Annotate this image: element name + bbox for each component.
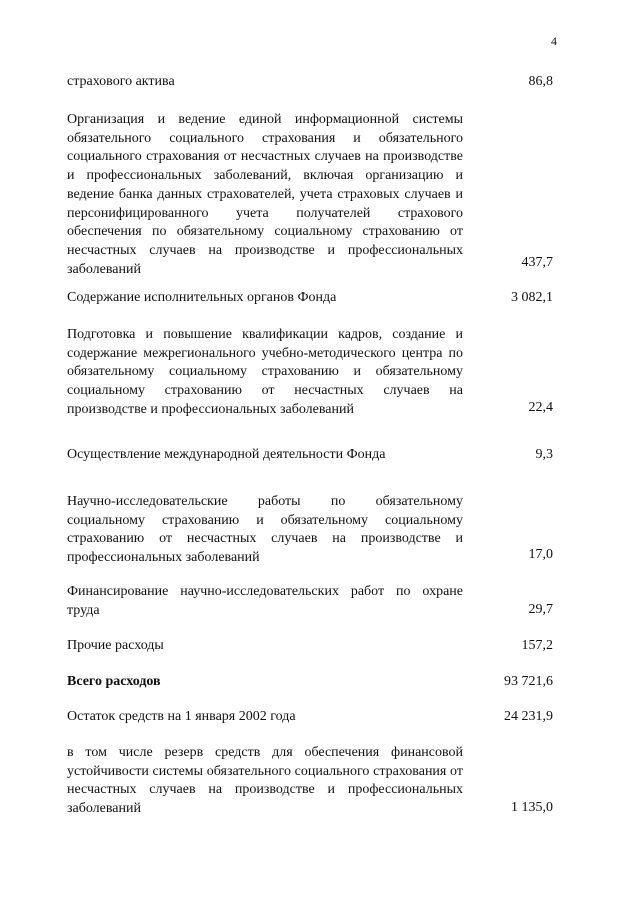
item-amount: 437,7 <box>521 255 553 270</box>
item-description: в том числе резерв средств для обеспечения финансовой устойчивости системы обязательного социального страхования от несчастных случаев на производстве и профессиональных заболеваний <box>67 745 463 817</box>
item-description: Подготовка и повышение квалификации кадров, создание и содержание межрегионального учебно-методического центра по обязательному социальному страхованию и обязательному социальному страхованию от несчастных случаев на производстве и профессиональных заболеваний <box>67 327 463 417</box>
item-amount: 157,2 <box>521 638 553 653</box>
item-description: Осуществление международной деятельности Фонда <box>67 447 386 462</box>
item-amount: 1 135,0 <box>511 800 553 815</box>
item-description: Финансирование научно-исследовательских работ по охране труда <box>67 584 463 618</box>
item-amount: 86,8 <box>528 74 553 89</box>
item-amount: 22,4 <box>528 400 553 415</box>
item-amount: 93 721,6 <box>504 674 553 689</box>
item-description: Организация и ведение единой информационной системы обязательного социального страхования и обязательного социального страхования от несчастных случаев на производстве и профессиональных заболеваний, включая организацию и ведение банка данных страхователей, учета страховых случаев и персонифицированного учета получателей страхового обеспечения по обязательному социальному страхованию от несчастных случаев на производстве и профессиональных заболеваний <box>67 112 463 277</box>
item-amount: 17,0 <box>528 547 553 562</box>
page-number: 4 <box>551 34 557 48</box>
item-description: Научно-исследовательские работы по обязательному социальному страхованию и обязательному социальному страхованию от несчастных случаев на производстве и профессиональных заболеваний <box>67 494 463 566</box>
item-amount: 3 082,1 <box>511 290 553 305</box>
item-description: страхового актива <box>67 74 175 89</box>
item-amount: 24 231,9 <box>504 709 553 724</box>
item-description: Содержание исполнительных органов Фонда <box>67 290 337 305</box>
item-description: Остаток средств на 1 января 2002 года <box>67 709 296 724</box>
item-description: Прочие расходы <box>67 638 164 653</box>
item-amount: 9,3 <box>535 447 553 462</box>
item-amount: 29,7 <box>528 602 553 617</box>
item-description: Всего расходов <box>67 674 161 689</box>
